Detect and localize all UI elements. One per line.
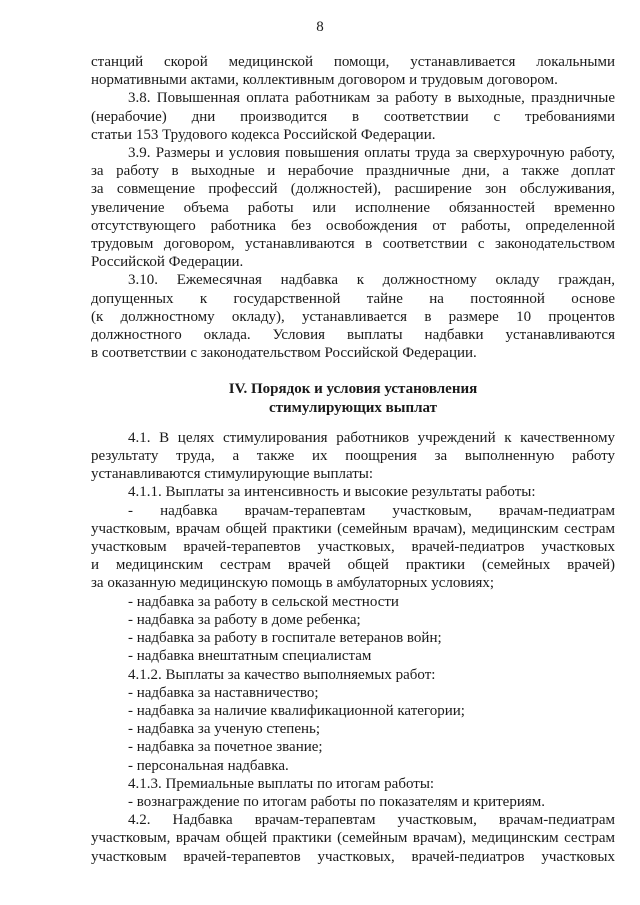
text-line: допущенных к государственной тайне на постоянной основе (91, 290, 615, 307)
text-line: 4.2. Надбавка врачам-терапевтам участковым, врачам-педиатрам (128, 812, 615, 829)
paragraph-4-2 (91, 811, 615, 866)
list-item: - персональная надбавка. (128, 757, 289, 774)
text-line: участковым врачей-терапевтов участковых, врачей-педиатров участковых (91, 539, 615, 556)
list-item: - надбавка за наставничество; (128, 684, 319, 701)
text-line: статьи 153 Трудового кодекса Российской Федерации. (91, 126, 436, 143)
list-item: - надбавка за почетное звание; (128, 739, 323, 756)
list-item: - надбавка внештатным специалистам (128, 648, 372, 665)
section-heading (91, 380, 615, 416)
paragraph-4-1-3 (91, 775, 615, 811)
list-item: - надбавка за ученую степень; (128, 721, 321, 738)
text-line: участковым, врачам общей практики (семейным врачам), медицинским сестрам (91, 520, 615, 537)
text-line: нормативными актами, коллективным договором и трудовым договором. (91, 72, 558, 89)
text-line: 3.10. Ежемесячная надбавка к должностному окладу граждан, (128, 272, 615, 289)
document-body (91, 53, 615, 866)
paragraph-4-1 (91, 429, 615, 484)
text-line: (нерабочие) дни производится в соответствии с требованиями (91, 108, 615, 125)
text-line: участковым, врачам общей практики (семейным врачам), медицинским сестрам (91, 830, 615, 847)
list-item: - надбавка за работу в госпитале ветеранов войн; (128, 630, 442, 647)
page-number: 8 (316, 19, 324, 35)
text-line: станций скорой медицинской помощи, устанавливается локальными (91, 54, 615, 70)
text-line: 4.1. В целях стимулирования работников учреждений к качественному (128, 429, 615, 446)
list-item: - надбавка за работу в сельской местности (128, 593, 399, 610)
text-line: за работу в выходные и нерабочие праздничные дни, а также доплат (91, 163, 615, 180)
text-line: трудовым договором, устанавливаются в соответствии с законодательством (91, 236, 615, 253)
paragraph-3-7-end (91, 53, 615, 89)
paragraph-4-1-1 (91, 483, 615, 665)
text-line: отсутствующего работника без освобождения от работы, определенной (91, 217, 615, 234)
text-line: за оказанную медицинскую помощь в амбулаторных условиях; (91, 575, 495, 592)
text-line: участковым врачей-терапевтов участковых, врачей-педиатров участковых (91, 848, 615, 865)
text-line: и медицинским сестрам врачей общей практики (семейных врачей) (91, 557, 615, 574)
text-line: 4.1.1. Выплаты за интенсивность и высокие результаты работы: (128, 484, 536, 501)
paragraph-3-9 (91, 144, 615, 271)
text-line: в соответствии с законодательством Российской Федерации. (91, 345, 477, 362)
list-item: - вознаграждение по итогам работы по показателям и критериям. (128, 793, 545, 810)
text-line: должностного оклада. Условия выплаты надбавки устанавливаются (91, 327, 615, 344)
text-line: за совмещение профессий (должностей), расширение зон обслуживания, (91, 181, 615, 198)
text-line: 3.8. Повышенная оплата работникам за работу в выходные, праздничные (128, 90, 615, 107)
heading-line: IV. Порядок и условия установления (228, 381, 478, 398)
text-line: результату труда, а также их поощрения за выполненную работу (91, 448, 615, 465)
text-line: увеличение объема работы или исполнение обязанностей временно (91, 199, 615, 216)
list-item: - надбавка врачам-терапевтам участковым, врачам-педиатрам (128, 502, 615, 519)
text-line: 3.9. Размеры и условия повышения оплаты труда за сверхурочную работу, (128, 145, 615, 162)
paragraph-4-1-2 (91, 666, 615, 775)
list-item: - надбавка за наличие квалификационной категории; (128, 702, 465, 719)
text-line: Российской Федерации. (91, 254, 244, 271)
list-item: - надбавка за работу в доме ребенка; (128, 611, 361, 628)
paragraph-3-10 (91, 271, 615, 362)
paragraph-3-8 (91, 89, 615, 144)
text-line: устанавливаются стимулирующие выплаты: (91, 466, 374, 483)
text-line: 4.1.3. Премиальные выплаты по итогам работы: (128, 775, 435, 792)
text-line: 4.1.2. Выплаты за качество выполняемых работ: (128, 666, 436, 683)
heading-line: стимулирующих выплат (268, 399, 438, 416)
text-line: (к должностному окладу), устанавливается в размере 10 процентов (91, 308, 615, 325)
